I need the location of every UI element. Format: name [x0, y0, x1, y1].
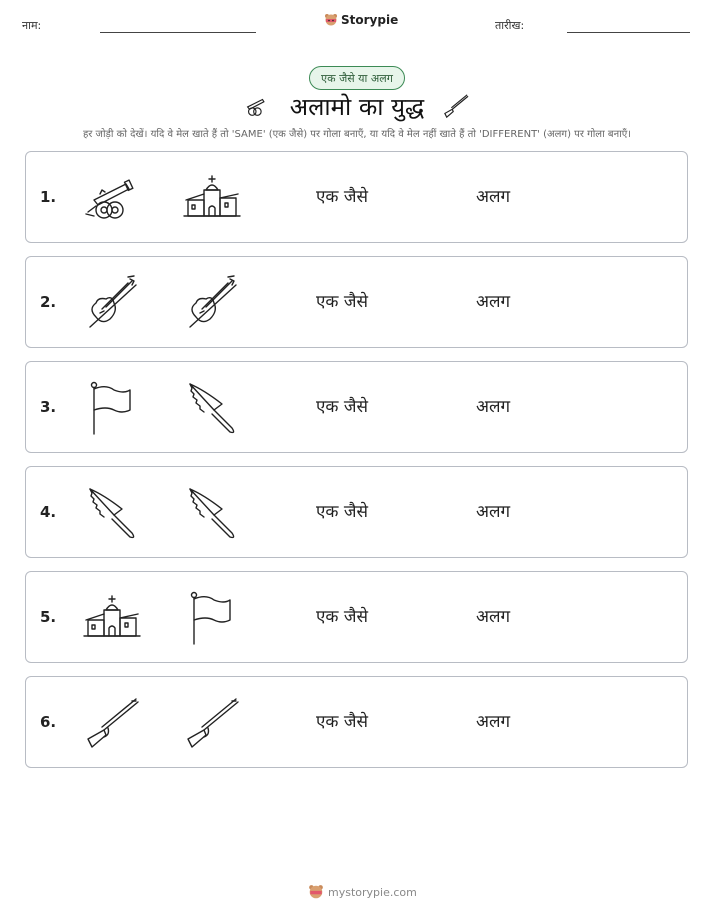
knife-icon: [182, 380, 242, 436]
mission-church-icon: [182, 170, 242, 226]
question-row: [25, 361, 688, 453]
question-number: 2.: [40, 293, 57, 311]
knife-icon: [182, 485, 242, 541]
same-option[interactable]: एक जैसे: [316, 607, 368, 627]
same-option[interactable]: एक जैसे: [316, 292, 368, 312]
violin-icon: [82, 275, 142, 331]
rifle-icon: [440, 93, 472, 123]
date-field-line[interactable]: [567, 32, 690, 33]
question-number: 5.: [40, 608, 57, 626]
same-option[interactable]: एक जैसे: [316, 187, 368, 207]
name-label: नाम:: [22, 19, 42, 32]
brand-logo: [324, 13, 398, 27]
knife-icon: [82, 485, 142, 541]
question-number: 6.: [40, 713, 57, 731]
question-row: [25, 571, 688, 663]
question-row: [25, 256, 688, 348]
mission-church-icon: [82, 590, 142, 646]
different-option[interactable]: अलग: [476, 607, 511, 627]
different-option[interactable]: अलग: [476, 292, 511, 312]
worksheet-type-badge: एक जैसे या अलग: [309, 66, 405, 90]
question-number: 1.: [40, 188, 57, 206]
rifle-icon: [82, 695, 142, 751]
same-option[interactable]: एक जैसे: [316, 712, 368, 732]
storypie-bear-icon: [308, 884, 324, 900]
violin-icon: [182, 275, 242, 331]
different-option[interactable]: अलग: [476, 187, 511, 207]
page-title: अलामो का युद्ध: [289, 93, 425, 121]
different-option[interactable]: अलग: [476, 502, 511, 522]
instructions: हर जोड़ी को देखें। यदि वे मेल खाते हैं तो 'SAME' (एक जैसे) पर गोला बनाएँ, या यदि वे मेल नहीं खाते हैं तो 'DIFFERENT' (अलग) पर गोला बनाएँ।: [82, 129, 632, 140]
rifle-icon: [182, 695, 242, 751]
flag-icon: [82, 380, 142, 436]
name-field-line[interactable]: [100, 32, 256, 33]
question-row: [25, 151, 688, 243]
same-option[interactable]: एक जैसे: [316, 502, 368, 522]
cannon-icon: [82, 170, 142, 226]
question-number: 3.: [40, 398, 57, 416]
question-row: [25, 676, 688, 768]
date-label: तारीख:: [495, 19, 525, 32]
footer-url[interactable]: mystorypie.com: [328, 885, 417, 899]
question-number: 4.: [40, 503, 57, 521]
storypie-bear-icon: [324, 13, 338, 27]
brand-name: Storypie: [341, 13, 399, 27]
footer: [308, 884, 417, 900]
different-option[interactable]: अलग: [476, 397, 511, 417]
flag-icon: [182, 590, 242, 646]
different-option[interactable]: अलग: [476, 712, 511, 732]
question-row: [25, 466, 688, 558]
same-option[interactable]: एक जैसे: [316, 397, 368, 417]
